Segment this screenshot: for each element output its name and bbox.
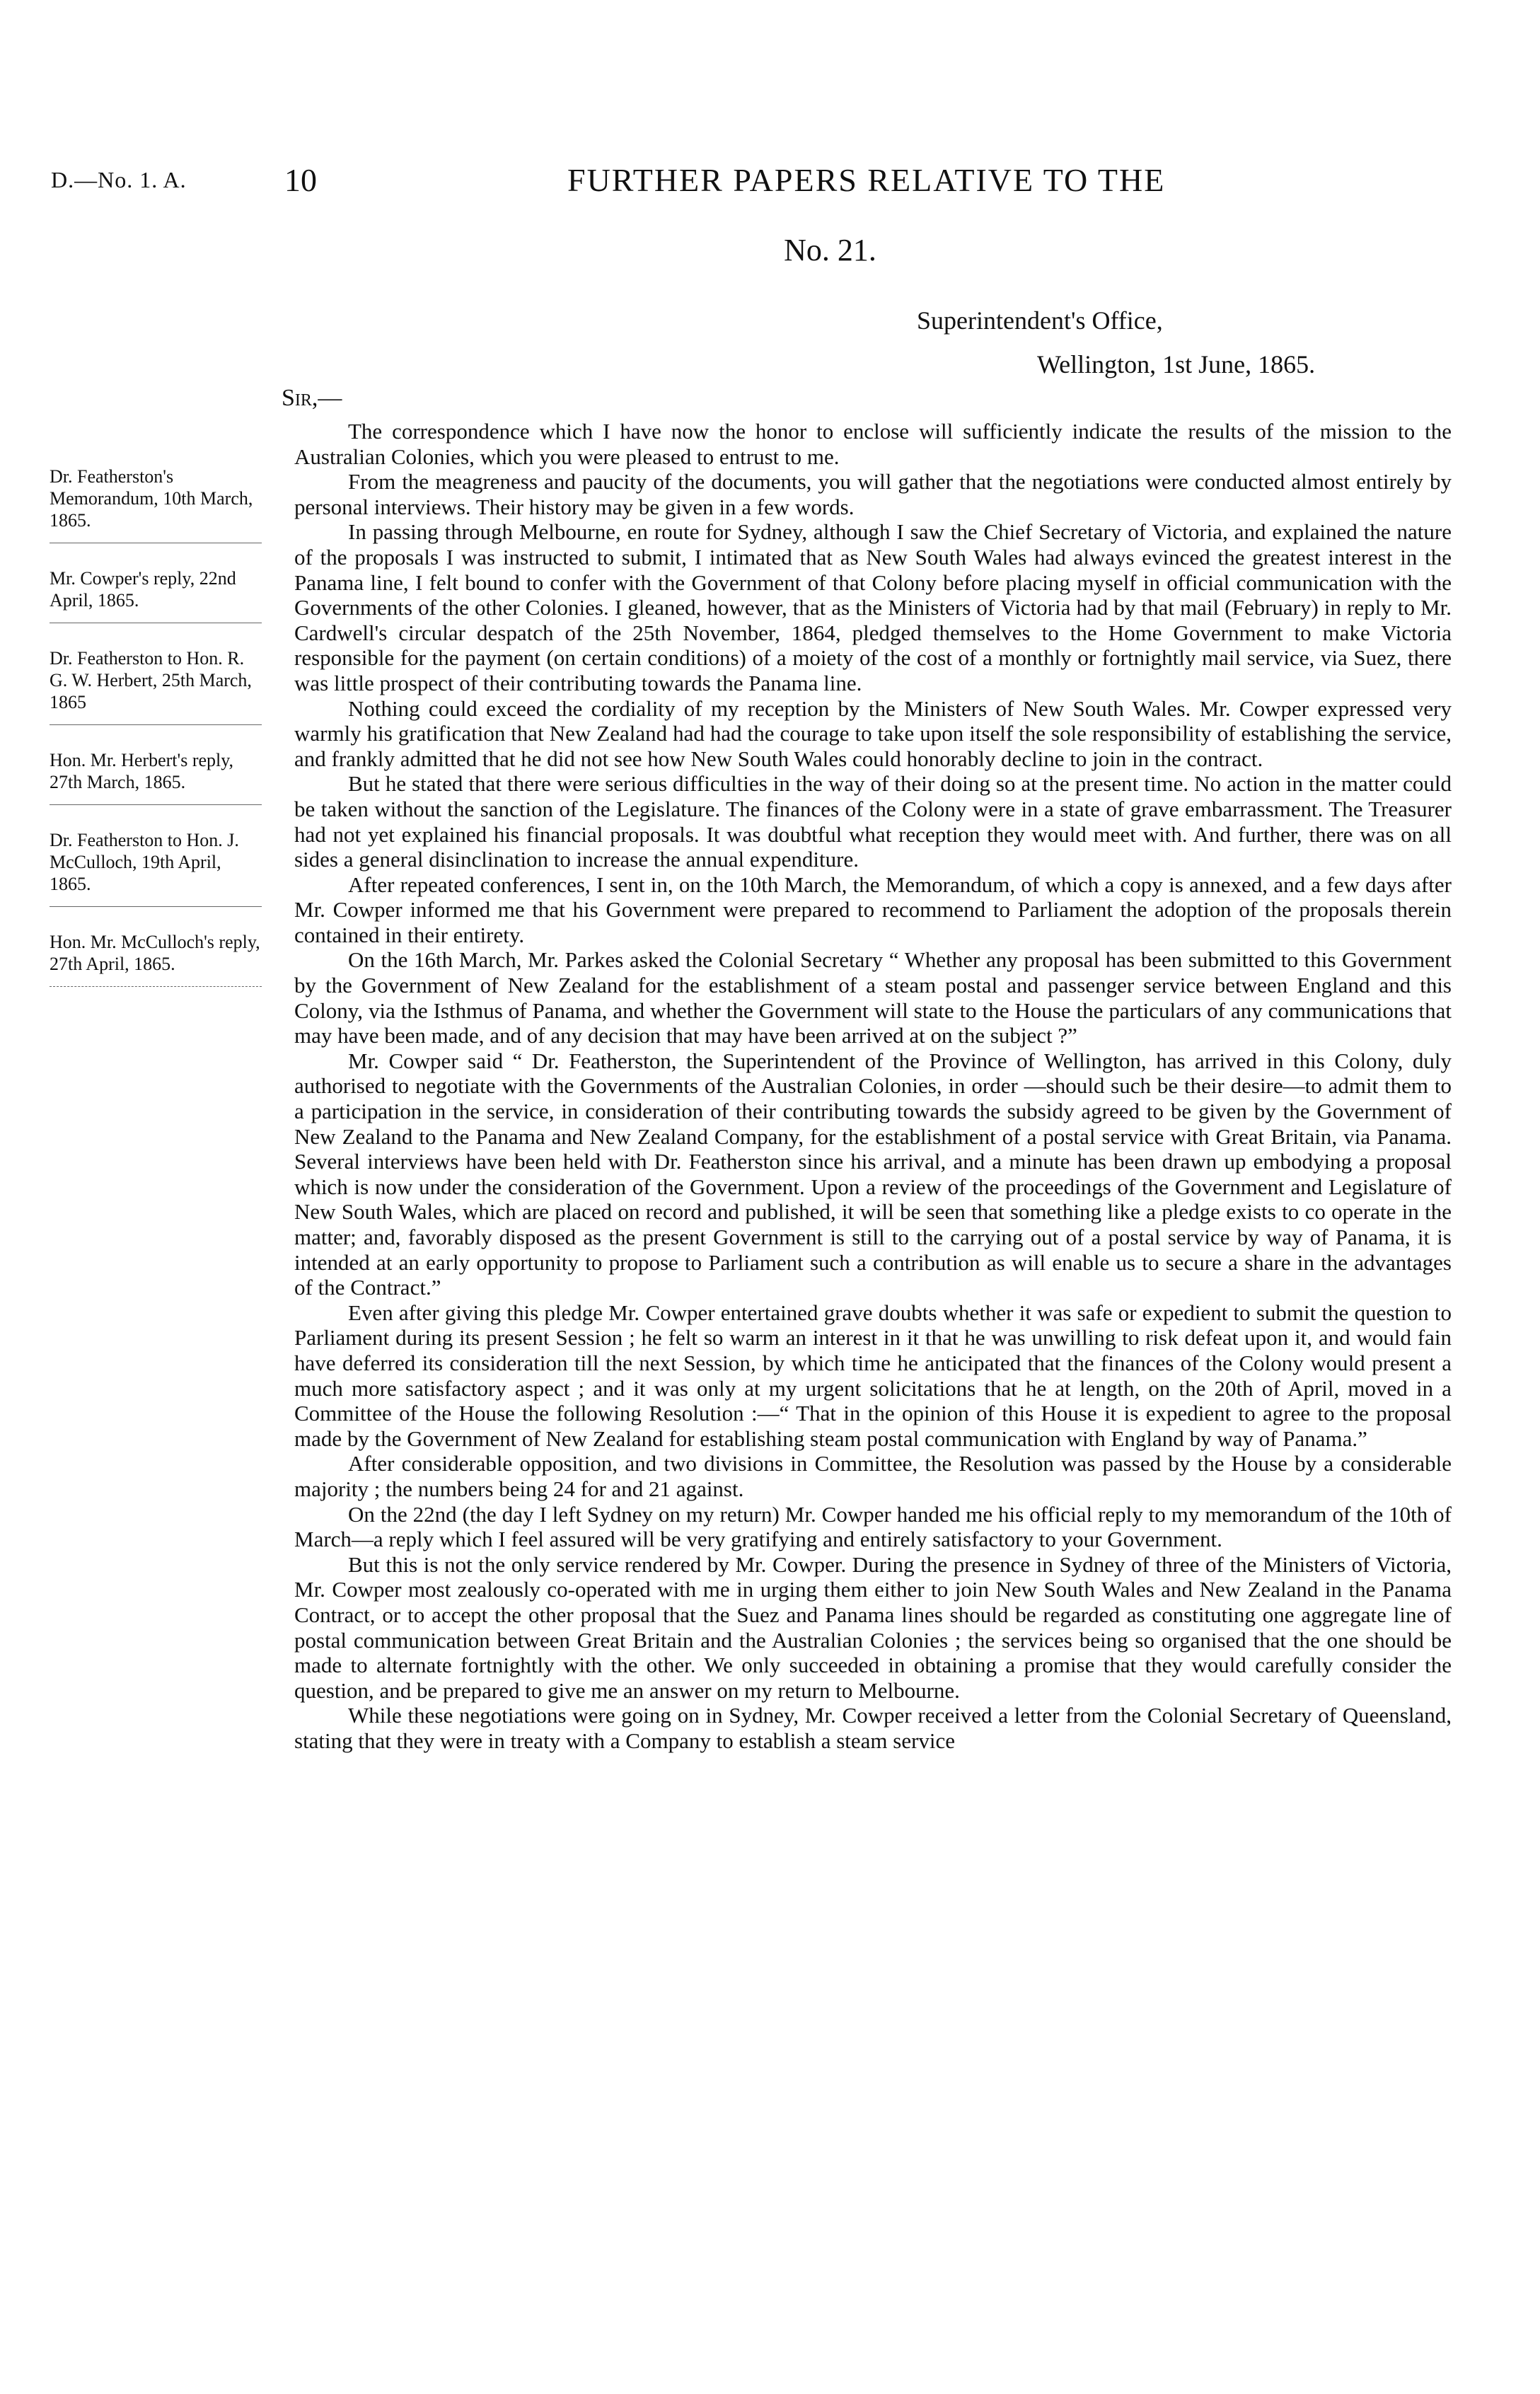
paragraph: Mr. Cowper said “ Dr. Featherston, the Superintendent of the Province of Wellington, has arrived in this Colony, duly authorised to negotiate with the Governments of the Australian Colonies, in order —should such be their desire—to admit them to a participation in the service, in consideration of their contributing towards the subsidy agreed to be given by the Government of New Zealand to the Panama and New Zealand Company, for the establishment of a postal service with Great Britain, via Panama. Several interviews have been held with Dr. Featherston since his arrival, and a minute has been drawn up embodying a proposal which is now under the consideration of the Government. Upon a review of the proceedings of the Government and Legislature of New South Wales, which are placed on record and published, it will be seen that something like a pledge exists to co operate in the matter; and, favorably disposed as the present Government is still to the carrying out of a postal service by way of Panama, it is intended at an early opportunity to propose to Parliament such a contribution as will enable us to secure a share in the advantages of the Contract.” (294, 1048, 1452, 1300)
paragraph: Even after giving this pledge Mr. Cowper entertained grave doubts whether it was safe or expedient to submit the question to Parliament during its present Session ; he felt so warm an interest in it that he was unwilling to risk defeat upon it, and would fain have deferred its consideration till the next Session, by which time he anticipated that the finances of the Colony would present a much more satisfactory aspect ; and it was only at my urgent solicitations that he at length, on the 20th of April, moved in a Committee of the House the following Resolution :—“ That in the opinion of this House it is expedient to agree to the proposal made by the Government of New Zealand for establishing steam postal communication with England by way of Panama.” (294, 1300, 1452, 1451)
letter-body (294, 419, 1452, 1753)
paragraph: On the 22nd (the day I left Sydney on my return) Mr. Cowper handed me his official reply to my memorandum of the 10th of March—a reply which I feel assured will be very gratifying and entirely satisfactory to your Government. (294, 1501, 1452, 1552)
paragraph: The correspondence which I have now the honor to enclose will sufficiently indicate the results of the mission to the Australian Colonies, which you were pleased to entrust to me. (294, 419, 1452, 469)
page-header (51, 161, 1498, 204)
margin-note: Hon. Mr. McCulloch's reply, 27th April, 1865. (50, 931, 262, 987)
letter-office: Superintendent's Office, (917, 306, 1163, 335)
paragraph: But he stated that there were serious difficulties in the way of their doing so at the present time. No action in the matter could be taken without the sanction of the Legislature. The finances of the Colony were in a state of grave embarrassment. The Treasurer had not yet explained his financial proposals. It was doubtful what reception they would meet with. And further, there was on all sides a general disinclination to increase the annual expenditure. (294, 771, 1452, 872)
paragraph: After repeated conferences, I sent in, on the 10th March, the Memorandum, of which a copy is annexed, and a few days after Mr. Cowper informed me that his Government were prepared to recommend to Parliament the adoption of the proposals therein contained in their entirety. (294, 872, 1452, 947)
page-number: 10 (284, 162, 317, 198)
paragraph: On the 16th March, Mr. Parkes asked the Colonial Secretary “ Whether any proposal has been submitted to this Government by the Government of New Zealand for the establishment of a steam postal and passenger service between England and this Colony, via the Isthmus of Panama, and whether the Government will state to the House the particulars of any communications that may have been made, and of any decision that may have been arrived at on the subject ?” (294, 947, 1452, 1048)
paragraph: But this is not the only service rendered by Mr. Cowper. During the presence in Sydney of three of the Ministers of Victoria, Mr. Cowper most zealously co-operated with me in urging them either to join New South Wales and New Zealand in the Panama Contract, or to accept the other proposal that the Suez and Panama lines should be regarded as constituting one aggregate line of postal communication between Great Britain and the Australian Colonies ; the services being so organised that the one should be made to alternate fortnightly with the other. We only succeeded in obtaining a promise that they would carefully consider the question, and be prepared to give me an answer on my return to Melbourne. (294, 1551, 1452, 1703)
document-reference: D.—No. 1. A. (51, 167, 187, 192)
margin-note: Dr. Featherston's Memorandum, 10th March, 1865. (50, 466, 262, 543)
paragraph: After considerable opposition, and two divisions in Committee, the Resolution was passed by the House by a considerable majority ; the numbers being 24 for and 21 against. (294, 1451, 1452, 1501)
margin-note: Hon. Mr. Herbert's reply, 27th March, 1865. (50, 749, 262, 805)
margin-notes (50, 466, 270, 1011)
paragraph: Nothing could exceed the cordiality of my reception by the Ministers of New South Wales. Mr. Cowper expressed very warmly his gratification that New Zealand had had the courage to take upon itself the sole responsibility of establishing the service, and frankly admitted that he did not see how New South Wales could honorably decline to join in the contract. (294, 695, 1452, 771)
running-title: FURTHER PAPERS RELATIVE TO THE (567, 162, 1166, 198)
paragraph: In passing through Melbourne, en route for Sydney, although I saw the Chief Secretary of Victoria, and explained the nature of the proposals I was instructed to submit, I intimated that as New South Wales had always evinced the greatest interest in the Panama line, I felt bound to confer with the Government of that Colony before placing myself in official communication with the Governments of the other Colonies. I gleaned, however, that as the Ministers of Victoria had by that mail (February) in reply to Mr. Cardwell's circular despatch of the 25th November, 1864, pledged themselves to the Home Government to make Victoria responsible for the payment (on certain conditions) of a moiety of the cost of a monthly or fortnightly mail service, via Suez, there was little prospect of their contributing towards the Panama line. (294, 519, 1452, 695)
letter-salutation: Sir,— (282, 385, 342, 411)
margin-note: Dr. Featherston to Hon. R. G. W. Herbert, 25th March, 1865 (50, 647, 262, 725)
paragraph: While these negotiations were going on in Sydney, Mr. Cowper received a letter from the Colonial Secretary of Queensland, stating that they were in treaty with a Company to establish a steam service (294, 1703, 1452, 1753)
letter-place-date: Wellington, 1st June, 1865. (1037, 350, 1316, 378)
margin-note: Mr. Cowper's reply, 22nd April, 1865. (50, 567, 262, 623)
document-number: No. 21. (784, 233, 876, 267)
margin-note: Dr. Featherston to Hon. J. McCulloch, 19th April, 1865. (50, 829, 262, 907)
paragraph: From the meagreness and paucity of the documents, you will gather that the negotiations were conducted almost entirely by personal interviews. Their history may be given in a few words. (294, 469, 1452, 519)
